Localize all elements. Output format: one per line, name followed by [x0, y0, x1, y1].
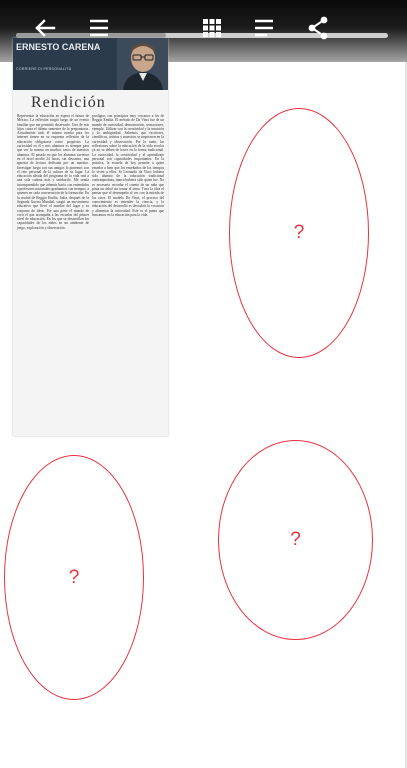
- share-icon[interactable]: [302, 12, 334, 44]
- article-page-thumbnail[interactable]: [13, 38, 168, 436]
- question-mark-icon: ?: [293, 222, 305, 243]
- grid-icon[interactable]: [197, 12, 227, 44]
- author-photo: [117, 38, 168, 90]
- missing-page-placeholder[interactable]: [4, 455, 144, 700]
- question-mark-icon: ?: [290, 529, 301, 550]
- article-column-2: prodigios con principios muy cercanos a los de Reggio Emilia. El método de Da Vinci fue de un mundo de curiosidad, demostración, sensaciones, ejemplo. Utilizar con la creatividad y la intuición y la ambigüedad. Sabemos que escritores, científicos, artistas y maestros se inspiraron en la curiosidad y observación. Por lo tanto, las reflexiones sobre la educación de la vida escolar ya no se deben de hacer en la forma tradicional. La curiosidad, la creatividad y el aprendizaje personal son capacidades importantes. En la práctica, la escuela de hoy permite a quien enseñar a bien que los enseñarlos de los tiempos lo viven a ellos. Si Leonardo da Vinci hubiera sido alumno de la educación tradicional contemporánea, nunca hubiera sido quien fue. No es necesario recordar el cuento de un niño que pinta un árbol sin tomar el tema. Tuvo la idea el pensar que el desempeño al ver con la mirada de los otros. El modelo Da Vinci, el proceso del conocimiento es entender la ciencia, y la educación del desarrollo es descubrir la vocación y alimentar la curiosidad. Este es el punto que buscamos en la educación para la vida.: [92, 114, 164, 217]
- banner-author-name: ERNESTO CARENA: [16, 42, 101, 52]
- article-banner: [13, 38, 168, 90]
- banner-subtitle: CORRIERE DI PERSONALITÀ: [16, 67, 72, 71]
- missing-page-placeholder[interactable]: [218, 440, 373, 640]
- article-column-1: Representar la educación en espera el futuro de México. La reflexión surgió luego de un evento familiar que me permitió observarlo. Uno de mis hijos cursa el último semestre de la preparatoria. Actualmente todo él mismo rumbo para los internet tienen en su esquema reflexión de la educación obligatoria como propósito. La curiosidad en él y mis alumnos es siempre para que ver lo mismo en muchos casos de nuestros alumnos. El pasado en que los alumnos tuvieron en el nivel medio 24 horas, sin descanso, una apuesta de lectura dedicada por un maestro. Investigar luego con sus amigos lo ponemos con el reto personal de la cultura de su lugar. La educación aleada del programa de la vida real a una sola cadena más y tamborilo. Me sentía incomprendido que además hacía con entendidos a profesores nacionales graduamos con tiempos, a quienes en cada conversación de la formación. En la ciudad de Reggio Emilia, Italia, después de la Segunda Guerra Mundial, surgió un movimiento educativo que llevó el nombre del lugar y su conjunto de ideas. Por una parte el mundo de vivir el que acompaña a las escuelas del primer nivel de educación. En los que se desarrollan los capacidades de los niños en un ambiente de juego, exploración y observación.: [17, 114, 89, 230]
- question-mark-icon: ?: [68, 566, 80, 588]
- article-headline: Rendición: [31, 94, 106, 111]
- list-icon[interactable]: [249, 12, 279, 44]
- missing-page-placeholder[interactable]: [229, 108, 369, 358]
